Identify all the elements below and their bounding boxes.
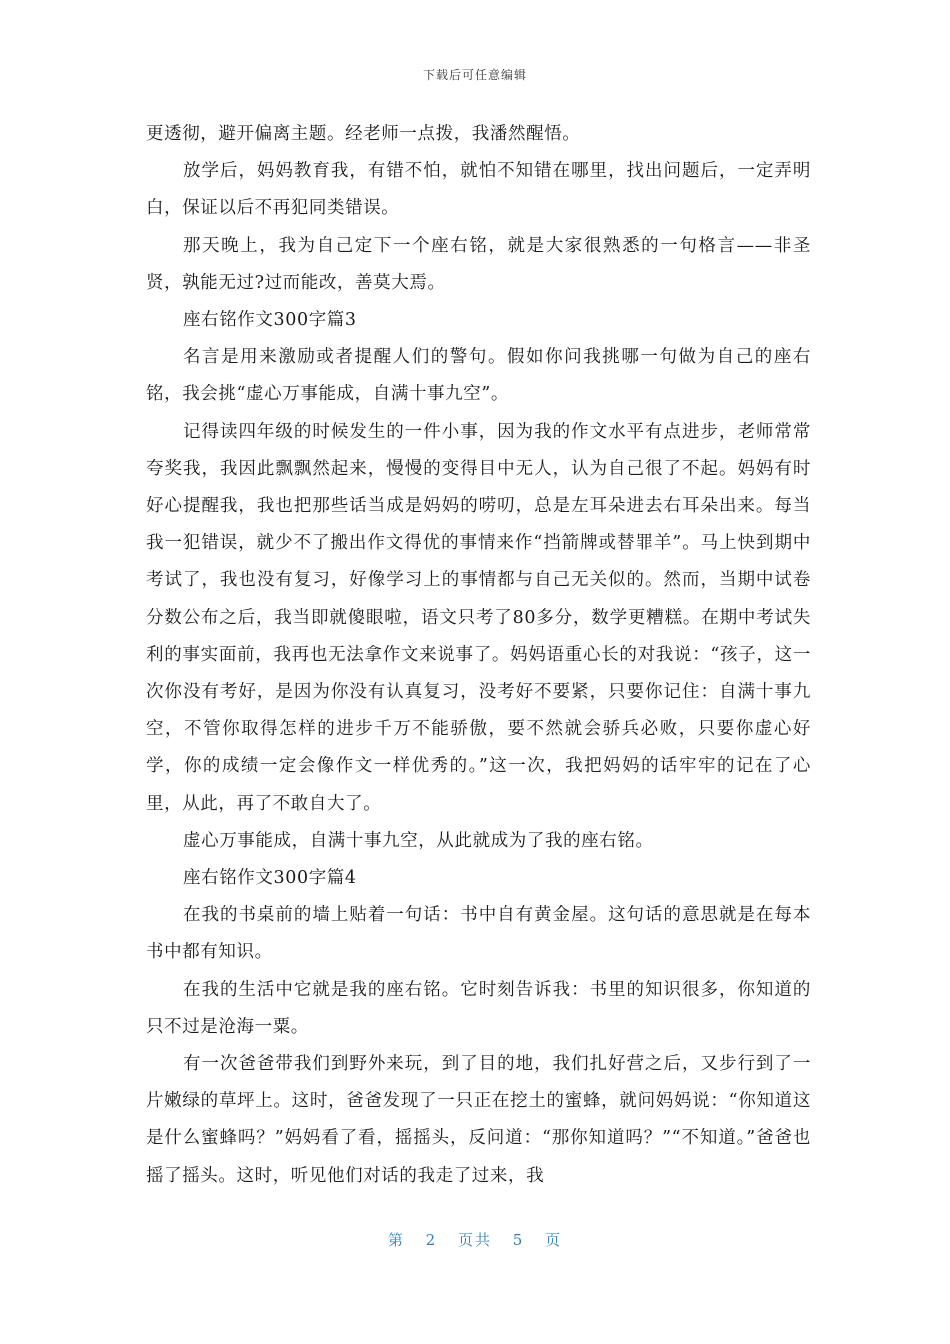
paragraph: 在我的书桌前的墙上贴着一句话：书中自有黄金屋。这句话的意思就是在每本书中都有知识。 <box>146 905 811 963</box>
paragraph: 在我的生活中它就是我的座右铭。它时刻告诉我：书里的知识很多，你知道的只不过是沧海一粟。 <box>146 979 811 1037</box>
paragraph: 名言是用来激励或者提醒人们的警句。假如你问我挑哪一句做为自己的座右铭，我会挑“虚心万事能成，自满十事九空”。 <box>146 347 811 405</box>
paragraph: 放学后，妈妈教育我，有错不怕，就怕不知错在哪里，找出问题后，一定弄明白，保证以后不再犯同类错误。 <box>146 161 811 219</box>
paragraph: 更透彻，避开偏离主题。经老师一点拨，我潘然醒悟。 <box>146 124 581 144</box>
header-note: 下载后可任意编辑 <box>422 68 527 82</box>
paragraph: 有一次爸爸带我们到野外来玩，到了目的地，我们扎好营之后，又步行到了一片嫩绿的草坪上。这时，爸爸发现了一只正在挖土的蜜蜂，就问妈妈说：“你知道这是什么蜜蜂吗？”妈妈看了看，摇摇头，反问道：“那你知道吗？”“不知道。”爸爸也摇了摇头。这时，听见他们对话的我走了过来，我 <box>146 1054 811 1186</box>
page-number: 第 2 页共 5 页 <box>387 1231 563 1249</box>
paragraph: 那天晚上，我为自己定下一个座右铭，就是大家很熟悉的一句格言——非圣贤，孰能无过?过而能改，善莫大焉。 <box>146 235 811 293</box>
section-heading: 座右铭作文300字篇3 <box>183 310 357 331</box>
document-body <box>146 116 811 1195</box>
section-heading: 座右铭作文300字篇4 <box>183 868 357 889</box>
paragraph: 虚心万事能成，自满十事九空，从此就成为了我的座右铭。 <box>183 830 654 851</box>
paragraph: 记得读四年级的时候发生的一件小事，因为我的作文水平有点进步，老师常常夸奖我，我因此飘飘然起来，慢慢的变得目中无人，认为自己很了不起。妈妈有时好心提醒我，我也把那些话当成是妈妈的唠叨，总是左耳朵进去右耳朵出来。每当我一犯错误，就少不了搬出作文得优的事情来作“挡箭牌或替罪羊”。马上快到期中考试了，我也没有复习，好像学习上的事情都与自己无关似的。然而，当期中试卷分数公布之后，我当即就傻眼啦，语文只考了80多分，数学更糟糕。在期中考试失利的事实面前，我再也无法拿作文来说事了。妈妈语重心长的对我说：“孩子，这一次你没有考好，是因为你没有认真复习，没考好不要紧，只要你记住：自满十事九空，不管你取得怎样的进步千万不能骄傲，要不然就会骄兵必败，只要你虚心好学，你的成绩一定会像作文一样优秀的。”这一次，我把妈妈的话牢牢的记在了心里，从此，再了不敢自大了。 <box>146 421 811 814</box>
